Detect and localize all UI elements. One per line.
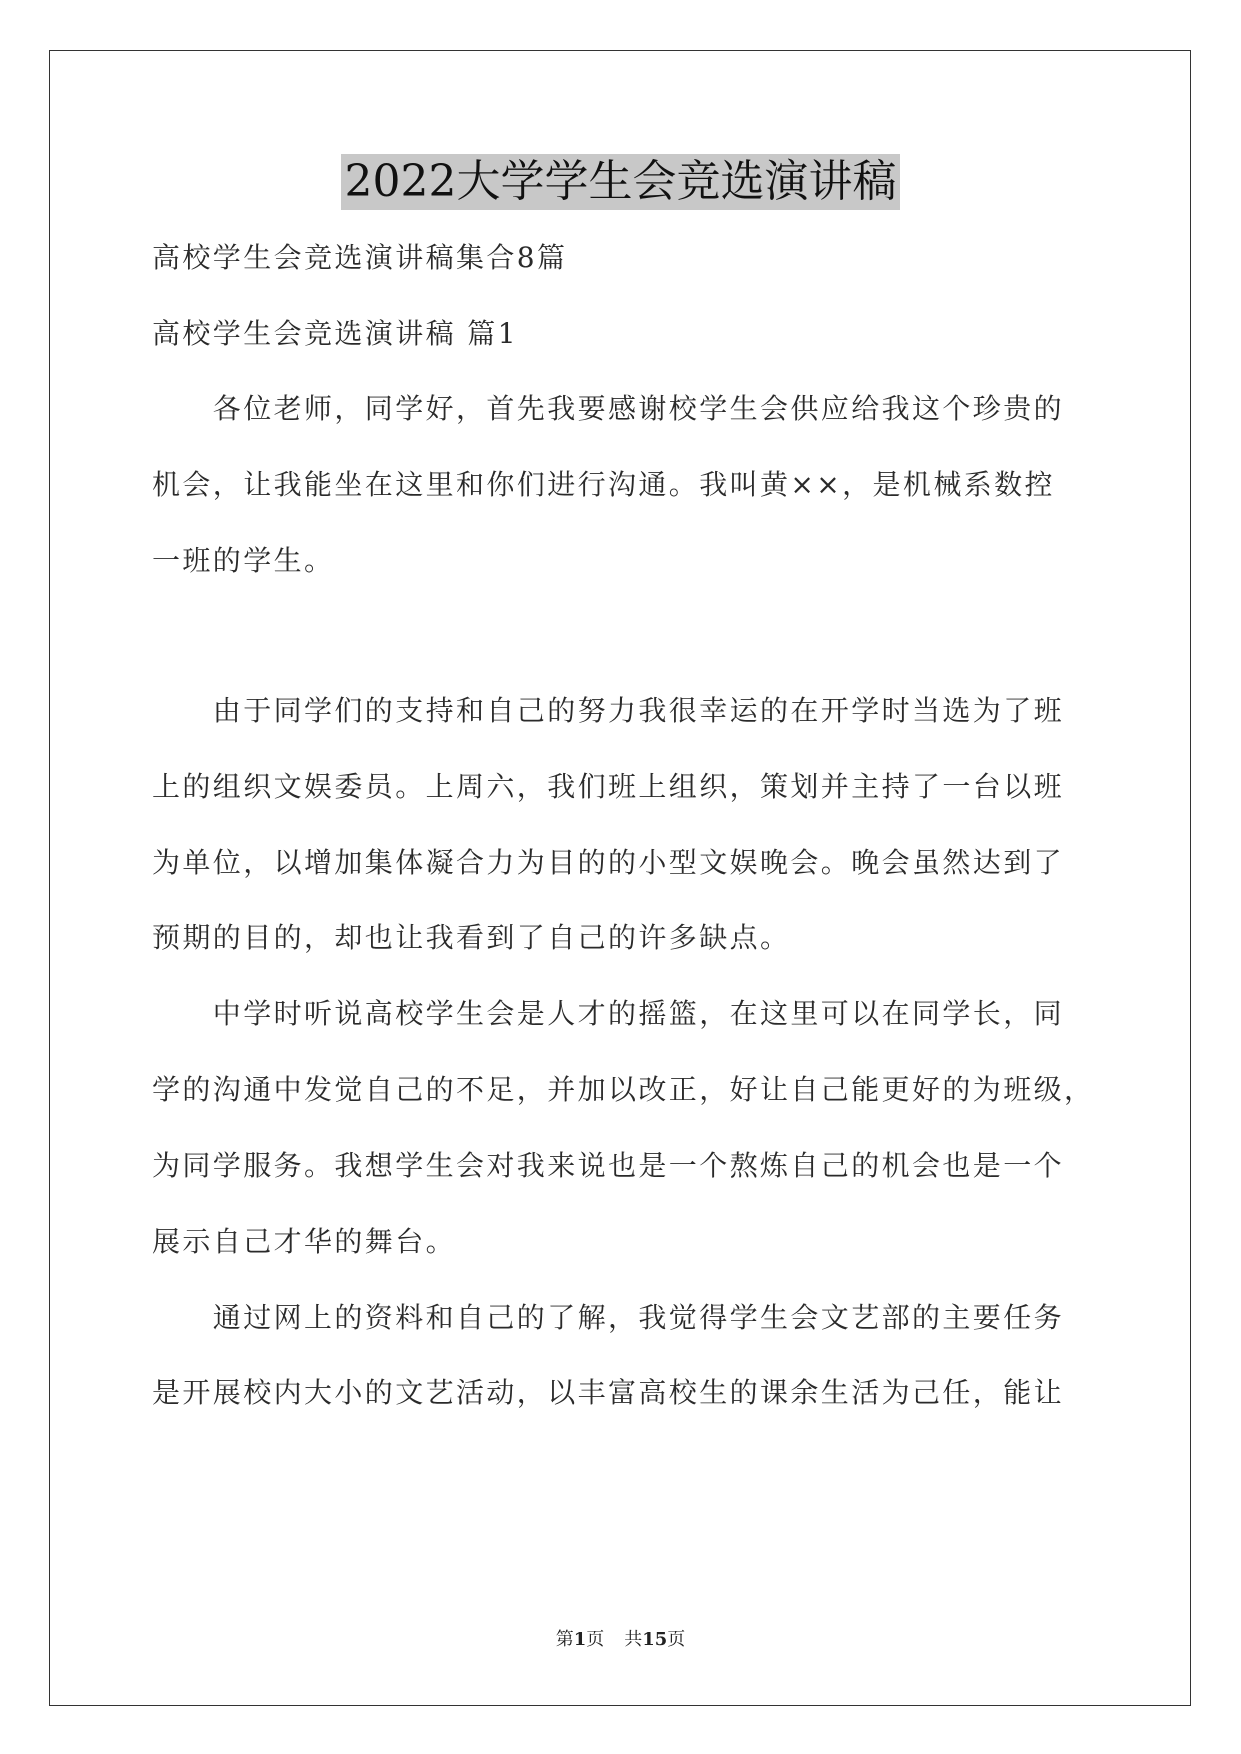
document-subtitle: 高校学生会竞选演讲稿集合8篇: [152, 241, 568, 274]
body-line: 展示自己才华的舞台。: [152, 1225, 457, 1258]
footer-page-total: 15: [642, 1629, 668, 1650]
footer-total-prefix: 共: [624, 1629, 643, 1650]
body-line: 是开展校内大小的文艺活动，以丰富高校生的课余生活为己任，能让: [152, 1376, 1065, 1409]
document-title-text: 2022大学学生会竞选演讲稿: [341, 154, 901, 210]
footer-total-unit: 页: [667, 1629, 686, 1650]
section-heading: 高校学生会竞选演讲稿 篇1: [152, 317, 518, 350]
page-footer: [0, 1628, 1241, 1652]
document-title: [0, 154, 1241, 210]
body-line: 由于同学们的支持和自己的努力我很幸运的在开学时当选为了班: [152, 694, 1065, 727]
body-line: 中学时听说高校学生会是人才的摇篮，在这里可以在同学长，同: [152, 997, 1065, 1030]
body-line: 通过网上的资料和自己的了解，我觉得学生会文艺部的主要任务: [152, 1301, 1065, 1334]
body-line: 机会，让我能坐在这里和你们进行沟通。我叫黄××，是机械系数控: [152, 468, 1055, 501]
body-line: 学的沟通中发觉自己的不足，并加以改正，好让自己能更好的为班级，: [152, 1073, 1095, 1106]
footer-page-prefix: 第: [555, 1629, 574, 1650]
body-line: 为单位，以增加集体凝合力为目的的小型文娱晚会。晚会虽然达到了: [152, 846, 1065, 879]
footer-page-unit: 页: [586, 1629, 605, 1650]
body-line: 为同学服务。我想学生会对我来说也是一个熬炼自己的机会也是一个: [152, 1149, 1065, 1182]
body-line: 各位老师，同学好，首先我要感谢校学生会供应给我这个珍贵的: [152, 392, 1065, 425]
body-line: 一班的学生。: [152, 544, 335, 577]
body-line: 上的组织文娱委员。上周六，我们班上组织，策划并主持了一台以班: [152, 770, 1065, 803]
footer-page-current: 1: [573, 1629, 587, 1650]
body-line: 预期的目的，却也让我看到了自己的许多缺点。: [152, 921, 791, 954]
